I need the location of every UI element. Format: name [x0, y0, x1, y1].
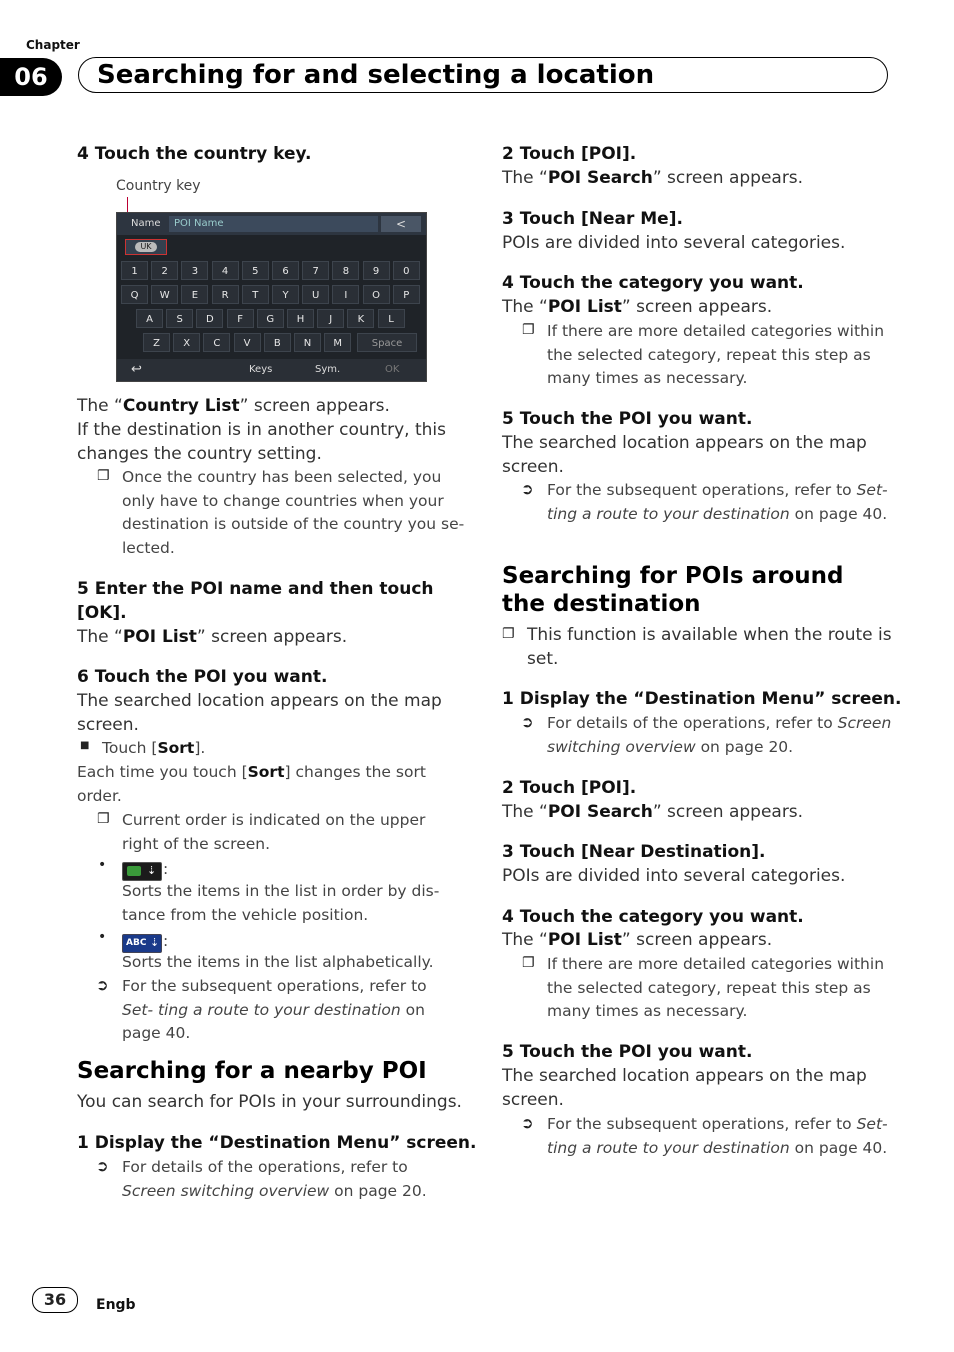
ref-subsequent-ops: For the subsequent operations, refer to Set- ting a route to your destination on page 40. [122, 977, 427, 1042]
keyboard-key: R [212, 285, 239, 304]
step-touch-near-me: 3 Touch [Near Me]. [502, 209, 683, 229]
note-checkbox-icon: ❐ [522, 322, 535, 338]
poi-search-paragraph-r2: The “POI Search” screen appears. [502, 802, 804, 822]
country-key [125, 239, 167, 255]
sort-order-paragraph: Each time you touch [Sort] changes the sort order. [77, 763, 426, 805]
poi-list-paragraph-r2: The “POI List” screen appears. [502, 930, 773, 950]
poi-search-paragraph: The “POI Search” screen appears. [502, 168, 804, 188]
poi-name-field: POI Name [169, 216, 378, 232]
back-key: ↩ [131, 362, 142, 377]
step-display-destination-menu-r: 1 Display the “Destination Menu” screen. [502, 689, 902, 709]
bullet-dot: • [98, 857, 107, 873]
keyboard-key: Y [272, 285, 299, 304]
nearby-paragraph: You can search for POIs in your surroundings. [77, 1092, 462, 1112]
keyboard-key: L [378, 309, 405, 328]
keyboard-key: O [363, 285, 390, 304]
name-label: Name [131, 218, 161, 229]
keyboard-key: V [234, 333, 261, 352]
keyboard-key: E [181, 285, 208, 304]
keyboard-key: 5 [242, 261, 269, 280]
keyboard-key: 3 [181, 261, 208, 280]
keyboard-key: B [264, 333, 291, 352]
keyboard-key: U [302, 285, 329, 304]
step-enter-poi-name: 5 Enter the POI name and then touch [77, 579, 434, 599]
touch-sort-text: Touch [Sort]. [102, 739, 206, 757]
keys-key: Keys [249, 364, 273, 375]
step-touch-country-key: 4 Touch the country key. [77, 144, 312, 164]
keyboard-key: 2 [151, 261, 178, 280]
country-key-callout: Country key [116, 178, 201, 194]
ok-key: OK [385, 364, 400, 375]
sort-alpha-text: Sorts the items in the list alphabetically. [122, 953, 434, 971]
step-touch-poi-want-r2: 5 Touch the POI you want. [502, 1042, 753, 1062]
sort-distance-text: Sorts the items in the list in order by dis-tance from the vehicle position. [122, 882, 440, 924]
note-checkbox-icon: ❐ [522, 955, 535, 971]
keyboard-key: N [294, 333, 321, 352]
ref-subsequent-ops-r2: For the subsequent operations, refer to Set- ting a route to your destination on page 40. [547, 1115, 888, 1157]
step-touch-poi: 6 Touch the POI you want. [77, 667, 328, 687]
keyboard-key: X [173, 333, 200, 352]
step-touch-poi-r: 2 Touch [POI]. [502, 144, 637, 164]
alphabetical-sort-colon: : [163, 932, 169, 950]
distance-sort-icon: ⇣ [122, 861, 162, 881]
if-destination-paragraph: If the destination is in another country, this changes the country setting. [77, 420, 446, 464]
chapter-title-box [78, 57, 888, 93]
searched-location-paragraph-r2: The searched location appears on the map screen. [502, 1066, 867, 1110]
note-function-available: This function is available when the route is set. [527, 625, 892, 669]
country-key-label: UK [135, 242, 157, 252]
keyboard-top-bar [117, 213, 426, 235]
keyboard-key: 0 [393, 261, 420, 280]
page-number: 36 [32, 1287, 78, 1313]
keyboard-key: W [151, 285, 178, 304]
reference-arrow-icon: ➲ [521, 1114, 534, 1132]
keyboard-key: G [257, 309, 284, 328]
poi-list-paragraph: The “POI List” screen appears. [77, 627, 348, 647]
backspace-key: < [381, 216, 421, 232]
keyboard-key: K [347, 309, 374, 328]
note-checkbox-icon: ❐ [97, 811, 110, 827]
poi-list-paragraph-r: The “POI List” screen appears. [502, 297, 773, 317]
reference-arrow-icon: ➲ [96, 976, 109, 994]
note-once-selected: Once the country has been selected, you only have to change countries when your destination is outside of the country you se-lected. [122, 468, 465, 557]
keyboard-key: 1 [121, 261, 148, 280]
keyboard-key: C [203, 333, 230, 352]
keyboard-key: S [166, 309, 193, 328]
keyboard-screenshot [116, 212, 427, 382]
step-touch-category-r2: 4 Touch the category you want. [502, 907, 804, 927]
country-list-paragraph: The “Country List” screen appears. [77, 396, 390, 416]
keyboard-key: F [227, 309, 254, 328]
keyboard-key: 8 [332, 261, 359, 280]
alphabetical-sort-icon: ABC ⇣ [122, 933, 162, 953]
note-detailed-categories-r2: If there are more detailed categories within the selected category, repeat this step as many times as necessary. [547, 955, 885, 1020]
square-bullet-icon: ■ [80, 740, 90, 751]
note-checkbox-icon: ❐ [97, 468, 110, 484]
step-enter-poi-name-cont: [OK]. [77, 603, 127, 623]
keyboard-key: T [242, 285, 269, 304]
keyboard-key: M [324, 333, 351, 352]
keyboard-key: 6 [272, 261, 299, 280]
chapter-title: Searching for and selecting a location [97, 60, 655, 90]
sym-key: Sym. [315, 364, 341, 375]
keyboard-key: I [332, 285, 359, 304]
reference-arrow-icon: ➲ [96, 1157, 109, 1175]
keyboard-bottom-bar [117, 359, 426, 381]
keyboard-key: 7 [302, 261, 329, 280]
step-touch-near-destination: 3 Touch [Near Destination]. [502, 842, 766, 862]
chapter-label: Chapter [26, 38, 80, 52]
chapter-number-tab: 06 [0, 58, 62, 96]
step-touch-poi-r2: 2 Touch [POI]. [502, 778, 637, 798]
divided-paragraph-r2: POIs are divided into several categories. [502, 866, 846, 886]
note-current-order: Current order is indicated on the upper right of the screen. [122, 811, 426, 853]
heading-nearby-poi: Searching for a nearby POI [77, 1058, 427, 1084]
ref-details-ops: For details of the operations, refer to Screen switching overview on page 20. [122, 1158, 427, 1200]
keyboard-key: 9 [363, 261, 390, 280]
keyboard-key: Q [121, 285, 148, 304]
searched-location-paragraph-r: The searched location appears on the map screen. [502, 433, 867, 477]
heading-pois-around-destination: Searching for POIs around the destination [502, 563, 844, 617]
bullet-dot: • [98, 929, 107, 945]
keyboard-key: J [317, 309, 344, 328]
note-checkbox-icon: ❐ [502, 626, 515, 642]
keyboard-key: H [287, 309, 314, 328]
reference-arrow-icon: ➲ [521, 480, 534, 498]
step-display-destination-menu: 1 Display the “Destination Menu” screen. [77, 1133, 477, 1153]
keyboard-key: P [393, 285, 420, 304]
distance-sort-colon: : [163, 860, 169, 878]
note-detailed-categories: If there are more detailed categories within the selected category, repeat this step as many times as necessary. [547, 322, 885, 387]
searched-location-paragraph: The searched location appears on the map screen. [77, 691, 442, 735]
keyboard-key: A [136, 309, 163, 328]
ref-subsequent-ops-r: For the subsequent operations, refer to Set- ting a route to your destination on page 40. [547, 481, 888, 523]
divided-paragraph: POIs are divided into several categories. [502, 233, 846, 253]
ref-details-ops-r: For details of the operations, refer to Screen switching overview on page 20. [547, 714, 892, 756]
step-touch-poi-want: 5 Touch the POI you want. [502, 409, 753, 429]
space-key: Space [357, 333, 417, 352]
step-touch-category: 4 Touch the category you want. [502, 273, 804, 293]
language-code: Engb [96, 1297, 136, 1313]
keyboard-key: D [196, 309, 223, 328]
reference-arrow-icon: ➲ [521, 713, 534, 731]
keyboard-key: 4 [212, 261, 239, 280]
keyboard-key: Z [143, 333, 170, 352]
